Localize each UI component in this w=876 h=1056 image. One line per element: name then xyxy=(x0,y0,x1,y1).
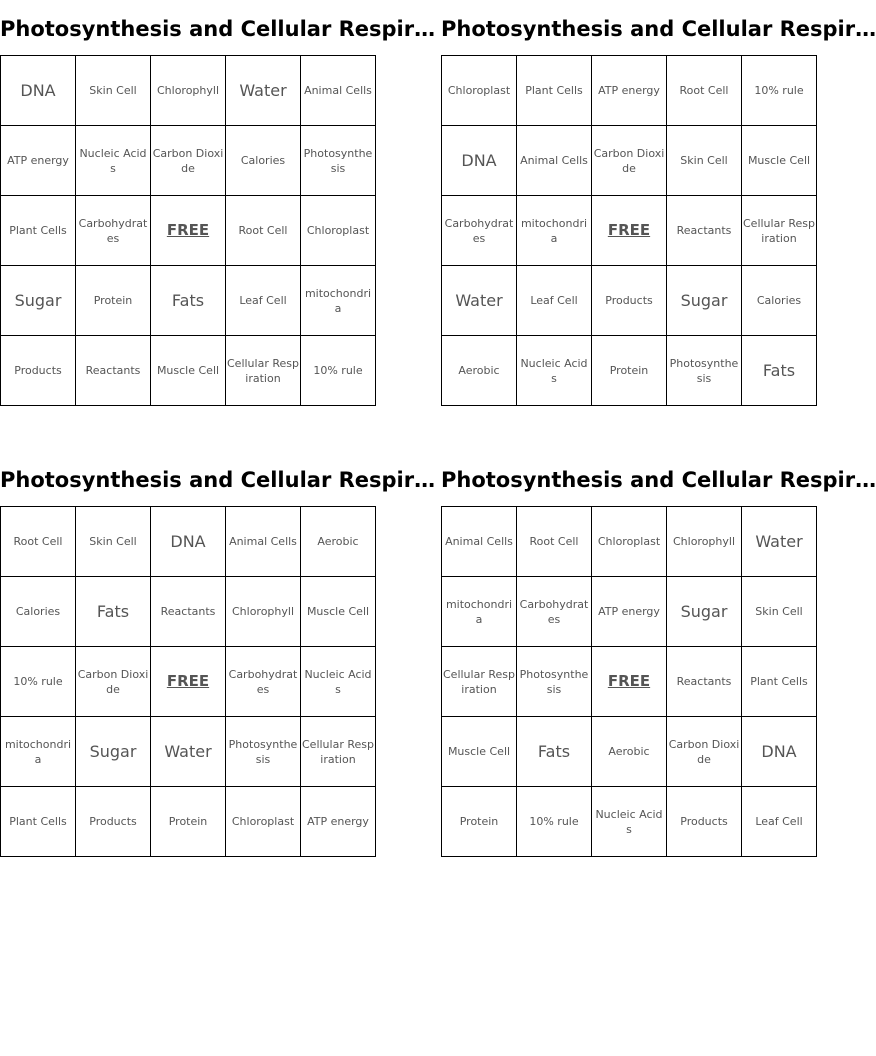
bingo-cell: Nucleic Acids xyxy=(301,647,376,717)
bingo-cell: mitochondria xyxy=(1,717,76,787)
bingo-cell: Carbohydrates xyxy=(226,647,301,717)
bingo-grid xyxy=(441,55,817,406)
bingo-cell: Leaf Cell xyxy=(226,266,301,336)
bingo-card-1 xyxy=(0,0,436,406)
card-title: Photosynthesis and Cellular Respir… xyxy=(441,468,876,492)
free-space-cell: FREE xyxy=(592,647,667,717)
bingo-cell: Root Cell xyxy=(667,56,742,126)
bingo-cell: Animal Cells xyxy=(226,507,301,577)
bingo-cell: Nucleic Acids xyxy=(517,336,592,406)
bingo-cell: Skin Cell xyxy=(742,577,817,647)
bingo-cell: mitochondria xyxy=(442,577,517,647)
bingo-cell: Animal Cells xyxy=(517,126,592,196)
bingo-cell: Root Cell xyxy=(517,507,592,577)
bingo-cell: mitochondria xyxy=(301,266,376,336)
bingo-cell: Protein xyxy=(76,266,151,336)
bingo-cell: Plant Cells xyxy=(517,56,592,126)
bingo-cell: Plant Cells xyxy=(1,196,76,266)
bingo-cell: 10% rule xyxy=(301,336,376,406)
bingo-cell: Chlorophyll xyxy=(667,507,742,577)
bingo-cell: Fats xyxy=(517,717,592,787)
bingo-cell: Carbohydrates xyxy=(442,196,517,266)
bingo-cell: Plant Cells xyxy=(742,647,817,717)
bingo-cell: Fats xyxy=(76,577,151,647)
bingo-cell: Root Cell xyxy=(1,507,76,577)
bingo-cell: Cellular Respiration xyxy=(442,647,517,717)
bingo-cell: Products xyxy=(76,787,151,857)
bingo-grid xyxy=(441,506,817,857)
bingo-cell: Reactants xyxy=(667,647,742,717)
bingo-cell: Carbon Dioxide xyxy=(592,126,667,196)
bingo-cell: Skin Cell xyxy=(76,56,151,126)
bingo-cell: Photosynthesis xyxy=(667,336,742,406)
bingo-cell: 10% rule xyxy=(517,787,592,857)
bingo-cell: Leaf Cell xyxy=(517,266,592,336)
bingo-cell: Cellular Respiration xyxy=(226,336,301,406)
bingo-cell: Protein xyxy=(442,787,517,857)
bingo-cell: Reactants xyxy=(151,577,226,647)
bingo-cell: Nucleic Acids xyxy=(592,787,667,857)
bingo-cell: Carbon Dioxide xyxy=(667,717,742,787)
bingo-card-4 xyxy=(441,451,876,857)
bingo-cell: Chloroplast xyxy=(226,787,301,857)
bingo-cell: Products xyxy=(592,266,667,336)
bingo-cell: ATP energy xyxy=(301,787,376,857)
bingo-cell: Sugar xyxy=(667,577,742,647)
bingo-cell: Chloroplast xyxy=(592,507,667,577)
bingo-cell: Chloroplast xyxy=(442,56,517,126)
bingo-cell: Sugar xyxy=(667,266,742,336)
bingo-card-2 xyxy=(441,0,876,406)
card-title: Photosynthesis and Cellular Respir… xyxy=(0,17,436,41)
bingo-cell: Reactants xyxy=(667,196,742,266)
bingo-cell: Cellular Respiration xyxy=(742,196,817,266)
bingo-card-3 xyxy=(0,451,436,857)
bingo-cell: Protein xyxy=(151,787,226,857)
bingo-cell: Products xyxy=(667,787,742,857)
bingo-cell: Chlorophyll xyxy=(151,56,226,126)
bingo-cell: Animal Cells xyxy=(301,56,376,126)
bingo-cell: Water xyxy=(151,717,226,787)
bingo-cell: Photosynthesis xyxy=(226,717,301,787)
bingo-cell: mitochondria xyxy=(517,196,592,266)
bingo-cell: Water xyxy=(742,507,817,577)
free-space-cell: FREE xyxy=(592,196,667,266)
card-title: Photosynthesis and Cellular Respir… xyxy=(441,17,876,41)
bingo-cell: Root Cell xyxy=(226,196,301,266)
bingo-cell: Carbon Dioxide xyxy=(76,647,151,717)
bingo-cell: Fats xyxy=(151,266,226,336)
card-title: Photosynthesis and Cellular Respir… xyxy=(0,468,436,492)
bingo-cell: ATP energy xyxy=(592,577,667,647)
bingo-cell: Aerobic xyxy=(442,336,517,406)
bingo-cell: DNA xyxy=(742,717,817,787)
bingo-cell: Sugar xyxy=(1,266,76,336)
bingo-cell: Carbohydrates xyxy=(76,196,151,266)
bingo-cell: Protein xyxy=(592,336,667,406)
bingo-cell: DNA xyxy=(151,507,226,577)
bingo-cell: Carbohydrates xyxy=(517,577,592,647)
free-space-cell: FREE xyxy=(151,647,226,717)
bingo-cell: Skin Cell xyxy=(667,126,742,196)
bingo-cell: 10% rule xyxy=(742,56,817,126)
free-space-cell: FREE xyxy=(151,196,226,266)
bingo-cell: Cellular Respiration xyxy=(301,717,376,787)
bingo-cell: Carbon Dioxide xyxy=(151,126,226,196)
bingo-cell: DNA xyxy=(1,56,76,126)
bingo-cell: ATP energy xyxy=(1,126,76,196)
bingo-cell: Photosynthesis xyxy=(301,126,376,196)
bingo-cell: Aerobic xyxy=(301,507,376,577)
bingo-cell: Products xyxy=(1,336,76,406)
bingo-cell: Water xyxy=(226,56,301,126)
bingo-cell: Chloroplast xyxy=(301,196,376,266)
bingo-cell: Animal Cells xyxy=(442,507,517,577)
bingo-grid xyxy=(0,55,376,406)
bingo-cell: Reactants xyxy=(76,336,151,406)
bingo-cell: Skin Cell xyxy=(76,507,151,577)
bingo-cell: Muscle Cell xyxy=(301,577,376,647)
bingo-cell: Calories xyxy=(742,266,817,336)
bingo-cell: Photosynthesis xyxy=(517,647,592,717)
bingo-cell: Calories xyxy=(226,126,301,196)
bingo-cell: Water xyxy=(442,266,517,336)
bingo-cell: Aerobic xyxy=(592,717,667,787)
bingo-grid xyxy=(0,506,376,857)
bingo-cell: Muscle Cell xyxy=(742,126,817,196)
bingo-cell: Chlorophyll xyxy=(226,577,301,647)
bingo-cell: DNA xyxy=(442,126,517,196)
bingo-cell: Sugar xyxy=(76,717,151,787)
bingo-cell: Plant Cells xyxy=(1,787,76,857)
bingo-cell: Muscle Cell xyxy=(151,336,226,406)
bingo-cell: Leaf Cell xyxy=(742,787,817,857)
bingo-cell: Nucleic Acids xyxy=(76,126,151,196)
bingo-cell: ATP energy xyxy=(592,56,667,126)
bingo-cell: Fats xyxy=(742,336,817,406)
bingo-cell: Calories xyxy=(1,577,76,647)
bingo-cell: Muscle Cell xyxy=(442,717,517,787)
bingo-cell: 10% rule xyxy=(1,647,76,717)
